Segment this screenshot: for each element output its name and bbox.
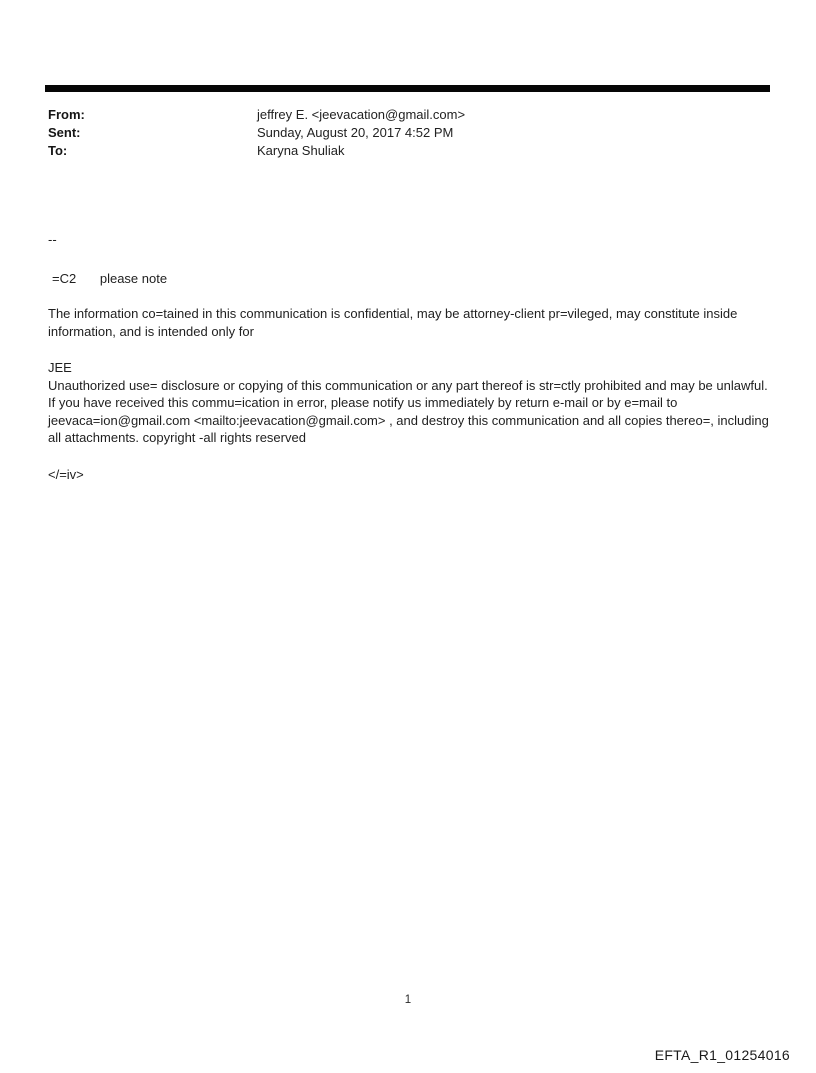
from-value: jeffrey E. <jeevacation@gmail.com> <box>257 107 466 122</box>
from-label: From: <box>48 107 85 122</box>
page-number: 1 <box>404 994 412 1006</box>
email-header-row-to <box>48 142 770 160</box>
disclaimer-block <box>48 359 774 447</box>
to-value: Karyna Shuliak <box>257 143 345 158</box>
note-encoding-code: =C2 <box>52 271 77 286</box>
to-label: To: <box>48 143 68 158</box>
disclaimer-paragraph: Unauthorized use= disclosure or copying of this communication or any part thereof is str=ctly prohibited and may be unlawful. If you have received this commu=ication in error, please notify us immediately by return e-mail or by e=mail to jeevaca=ion@gmail.com <mailto:jeevacation@gmail.com> , and destroy this communication and all copies thereo=, including all attachments. copyright -all rights reserved <box>48 377 769 445</box>
note-text: please note <box>99 271 168 286</box>
sent-value: Sunday, August 20, 2017 4:52 PM <box>257 125 454 140</box>
sent-label: Sent: <box>48 125 81 140</box>
closing-html-tag: </=iv> <box>48 467 84 482</box>
sender-initials: JEE <box>48 360 72 375</box>
signature-dashes: -- <box>48 232 57 247</box>
email-header-row-from <box>48 106 770 124</box>
bates-number: EFTA_R1_01254016 <box>654 1047 790 1063</box>
note-line <box>52 270 778 288</box>
email-header <box>48 106 770 160</box>
confidentiality-paragraph: The information co=tained in this communication is confidential, may be attorney-client pr=vileged, may constitute inside information, and is intended only for <box>48 306 738 339</box>
email-header-row-sent <box>48 124 770 142</box>
header-divider-rule <box>45 85 770 92</box>
